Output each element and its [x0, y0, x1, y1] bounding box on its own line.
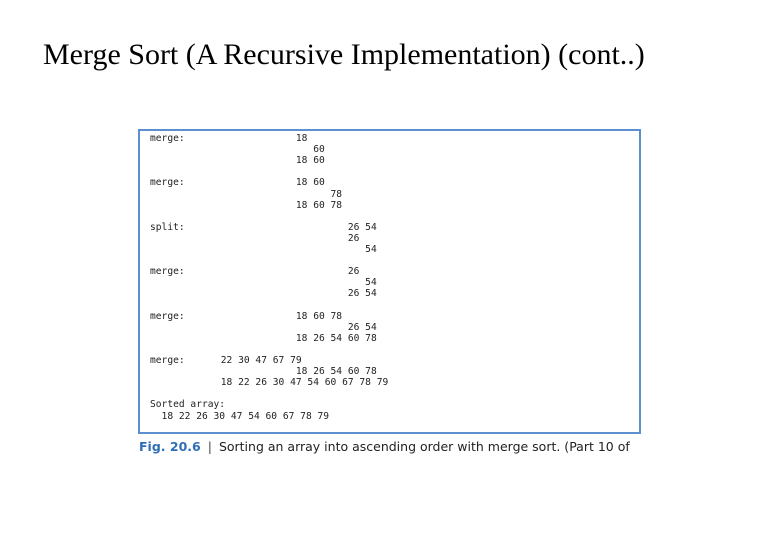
console-line [140, 133, 639, 144]
slide-title: Merge Sort (A Recursive Implementation) (cont..) [43, 38, 645, 71]
console-line [140, 344, 639, 355]
console-line [140, 366, 639, 377]
console-line-values: 78 [215, 188, 343, 200]
console-line-label: merge: [150, 177, 185, 189]
console-line [140, 244, 639, 255]
console-line [140, 333, 639, 344]
console-line-values: 22 30 47 67 79 [215, 355, 302, 366]
console-line-values: 18 60 78 [215, 310, 343, 322]
console-line [140, 255, 639, 266]
console-line [140, 177, 639, 188]
console-line-label: merge: [150, 355, 185, 366]
console-line [140, 411, 639, 422]
console-line [140, 233, 639, 244]
console-line [140, 311, 639, 322]
console-line [140, 266, 639, 277]
console-line-values: 26 [215, 266, 360, 278]
console-line [140, 189, 639, 200]
console-line-values: 18 22 26 30 47 54 60 67 78 79 [215, 377, 389, 389]
console-line-values: 18 60 [215, 155, 325, 167]
console-line [140, 377, 639, 388]
console-line [140, 322, 639, 333]
console-line-values: 26 54 [215, 221, 377, 233]
console-line-values: 18 [215, 133, 308, 144]
console-line [140, 211, 639, 222]
console-line-values: 54 [215, 277, 377, 289]
console-line [140, 288, 639, 299]
caption-text: Sorting an array into ascending order with merge sort. (Part 10 of [218, 439, 630, 454]
console-line-label: merge: [150, 266, 185, 278]
console-line-label: split: [150, 221, 185, 233]
console-line-values: 18 26 54 60 78 [215, 332, 377, 344]
console-line-values: 18 26 54 60 78 [215, 366, 377, 378]
figure-number: Fig. 20.6 [139, 439, 201, 454]
console-line [140, 277, 639, 288]
console-line-label: Sorted array: [150, 399, 226, 411]
console-line-values: 54 [215, 244, 377, 255]
console-line [140, 166, 639, 177]
figure-caption [139, 439, 630, 454]
console-line-values: 60 [215, 144, 325, 156]
console-line [140, 300, 639, 311]
console-output [138, 129, 641, 434]
console-line-values: 18 60 [215, 177, 325, 189]
console-line [140, 222, 639, 233]
console-line-label: merge: [150, 133, 185, 144]
console-line [140, 399, 639, 410]
console-line [140, 155, 639, 166]
console-line [140, 200, 639, 211]
console-line-label: merge: [150, 310, 185, 322]
console-line [140, 355, 639, 366]
console-line-values: 26 [215, 232, 360, 244]
console-line-values: 26 54 [215, 321, 377, 333]
console-line-values: 26 54 [215, 288, 377, 300]
console-line-values: 18 60 78 [215, 199, 343, 211]
console-line-label: 18 22 26 30 47 54 60 67 78 79 [150, 410, 330, 422]
console-line [140, 144, 639, 155]
console-line [140, 388, 639, 399]
caption-separator: | [207, 439, 212, 454]
